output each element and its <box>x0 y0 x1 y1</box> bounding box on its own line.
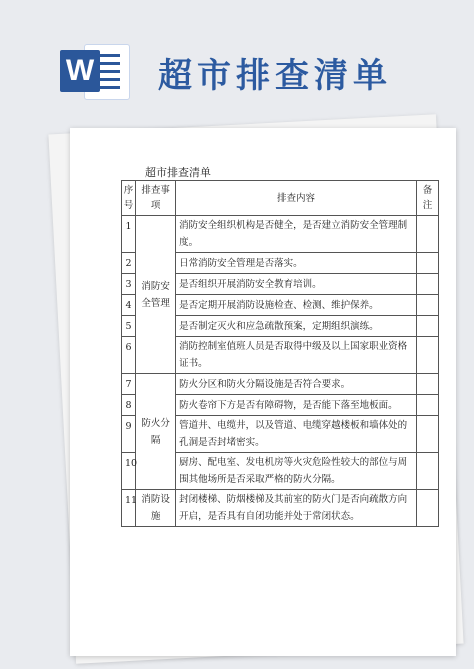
row-note <box>416 374 438 395</box>
row-note <box>416 216 438 253</box>
row-seq: 11 <box>122 490 136 527</box>
row-note <box>416 253 438 274</box>
row-note <box>416 490 438 527</box>
checklist-table <box>121 180 439 527</box>
word-document-icon <box>60 42 128 100</box>
row-check-item: 防火分隔 <box>136 374 176 490</box>
document-page <box>70 128 456 656</box>
row-seq: 5 <box>122 316 136 337</box>
header-banner <box>0 0 474 115</box>
row-check-content: 是否定期开展消防设施检查、检测、维护保养。 <box>176 295 417 316</box>
document-title: 超市排查清单 <box>145 166 211 179</box>
row-seq: 6 <box>122 337 136 374</box>
row-note <box>416 316 438 337</box>
row-check-item: 消防安全管理 <box>136 216 176 374</box>
row-check-content: 消防控制室值班人员是否取得中级及以上国家职业资格证书。 <box>176 337 417 374</box>
row-note <box>416 416 438 453</box>
column-header-seq: 序号 <box>122 181 136 216</box>
row-check-item: 消防设施 <box>136 490 176 527</box>
row-seq: 1 <box>122 216 136 253</box>
row-note <box>416 337 438 374</box>
row-check-content: 管道井、电缆井，以及管道、电缆穿越楼板和墙体处的孔洞是否封堵密实。 <box>176 416 417 453</box>
column-header-content: 排查内容 <box>176 181 417 216</box>
row-seq: 3 <box>122 274 136 295</box>
row-seq: 2 <box>122 253 136 274</box>
column-header-item: 排查事项 <box>136 181 176 216</box>
table-body <box>122 216 439 527</box>
row-seq: 7 <box>122 374 136 395</box>
row-seq: 9 <box>122 416 136 453</box>
row-seq: 10 <box>122 453 136 490</box>
table-header-row <box>122 181 439 216</box>
row-note <box>416 274 438 295</box>
row-check-content: 是否制定灭火和应急疏散预案，定期组织演练。 <box>176 316 417 337</box>
row-check-content: 是否组织开展消防安全教育培训。 <box>176 274 417 295</box>
row-check-content: 消防安全组织机构是否健全，是否建立消防安全管理制度。 <box>176 216 417 253</box>
row-note <box>416 453 438 490</box>
column-header-note: 备注 <box>416 181 438 216</box>
row-check-content: 厨房、配电室、发电机房等火灾危险性较大的部位与周围其他场所是否采取严格的防火分隔。 <box>176 453 417 490</box>
row-check-content: 防火卷帘下方是否有障碍物，是否能下落至地板面。 <box>176 395 417 416</box>
row-check-content: 日常消防安全管理是否落实。 <box>176 253 417 274</box>
page-title: 超市排查清单 <box>158 56 392 96</box>
word-icon-letter: W <box>60 50 100 92</box>
row-note <box>416 295 438 316</box>
row-check-content: 封闭楼梯、防烟楼梯及其前室的防火门是否向疏散方向开启，是否具有自闭功能并处于常闭状态。 <box>176 490 417 527</box>
table-row <box>122 490 439 527</box>
row-seq: 8 <box>122 395 136 416</box>
row-seq: 4 <box>122 295 136 316</box>
row-check-content: 防火分区和防火分隔设施是否符合要求。 <box>176 374 417 395</box>
row-note <box>416 395 438 416</box>
table-row <box>122 374 439 395</box>
table-row <box>122 216 439 253</box>
